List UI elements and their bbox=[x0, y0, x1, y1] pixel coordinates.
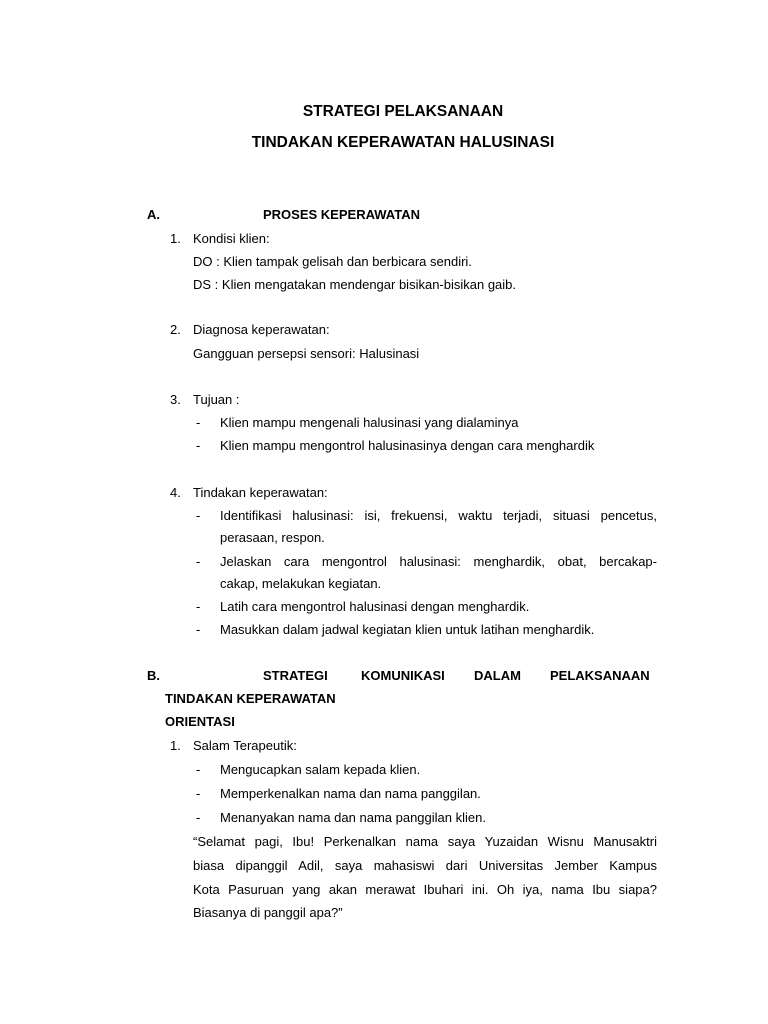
quote-line: Kota Pasuruan yang akan merawat Ibuhari ini. Oh iya, nama Ibu siapa? bbox=[193, 882, 657, 897]
bullet-text: Klien mampu mengontrol halusinasinya dengan cara menghardik bbox=[220, 438, 595, 453]
bullet-text-continued: perasaan, respon. bbox=[220, 530, 325, 545]
item-label-tindakan: Tindakan keperawatan: bbox=[193, 485, 328, 500]
list-number: 1. bbox=[170, 231, 181, 246]
bullet-dash: - bbox=[196, 810, 201, 825]
item-label-salam: Salam Terapeutik: bbox=[193, 738, 297, 753]
bullet-text: Menanyakan nama dan nama panggilan klien. bbox=[220, 810, 486, 825]
bullet-dash: - bbox=[196, 762, 201, 777]
bullet-text: Masukkan dalam jadwal kegiatan klien untuk latihan menghardik. bbox=[220, 622, 595, 637]
section-b-heading-word: DALAM bbox=[474, 668, 521, 683]
quote-line: “Selamat pagi, Ibu! Perkenalkan nama saya Yuzaidan Wisnu Manusaktri bbox=[193, 834, 657, 849]
section-a-heading: PROSES KEPERAWATAN bbox=[263, 207, 420, 222]
bullet-text: Identifikasi halusinasi: isi, frekuensi, waktu terjadi, situasi pencetus, bbox=[220, 508, 657, 523]
list-number: 4. bbox=[170, 485, 181, 500]
item-label-tujuan: Tujuan : bbox=[193, 392, 240, 407]
bullet-dash: - bbox=[196, 415, 201, 430]
section-b-heading-word: KOMUNIKASI bbox=[361, 668, 445, 683]
quote-line: biasa dipanggil Adil, saya mahasiswi dari Universitas Jember Kampus bbox=[193, 858, 657, 873]
bullet-text: Memperkenalkan nama dan nama panggilan. bbox=[220, 786, 481, 801]
bullet-text: Klien mampu mengenali halusinasi yang dialaminya bbox=[220, 415, 519, 430]
bullet-dash: - bbox=[196, 599, 201, 614]
item-label-diagnosa: Diagnosa keperawatan: bbox=[193, 322, 330, 337]
document-title-line-2: TINDAKAN KEPERAWATAN HALUSINASI bbox=[251, 134, 555, 151]
item-line-ds: DS : Klien mengatakan mendengar bisikan-bisikan gaib. bbox=[193, 277, 517, 292]
quote-line-last: Biasanya di panggil apa?” bbox=[193, 905, 343, 920]
list-number: 1. bbox=[170, 738, 181, 753]
section-a-letter: A. bbox=[147, 207, 160, 222]
document-title-line-1: STRATEGI PELAKSANAAN bbox=[302, 103, 504, 120]
bullet-dash: - bbox=[196, 622, 201, 637]
section-b-subheading: ORIENTASI bbox=[165, 714, 235, 729]
section-b-heading-line-2: TINDAKAN KEPERAWATAN bbox=[165, 691, 336, 706]
bullet-text: Latih cara mengontrol halusinasi dengan menghardik. bbox=[220, 599, 530, 614]
list-number: 3. bbox=[170, 392, 181, 407]
bullet-text-continued: cakap, melakukan kegiatan. bbox=[220, 576, 382, 591]
bullet-dash: - bbox=[196, 508, 201, 523]
item-label-kondisi: Kondisi klien: bbox=[193, 231, 270, 246]
bullet-dash: - bbox=[196, 786, 201, 801]
item-line-do: DO : Klien tampak gelisah dan berbicara sendiri. bbox=[193, 254, 472, 269]
bullet-text: Jelaskan cara mengontrol halusinasi: menghardik, obat, bercakap- bbox=[220, 554, 657, 569]
section-b-letter: B. bbox=[147, 668, 160, 683]
bullet-text: Mengucapkan salam kepada klien. bbox=[220, 762, 421, 777]
section-b-heading-word: STRATEGI bbox=[263, 668, 328, 683]
bullet-dash: - bbox=[196, 554, 201, 569]
bullet-dash: - bbox=[196, 438, 201, 453]
section-b-heading-word: PELAKSANAAN bbox=[550, 668, 650, 683]
item-line-diagnosa: Gangguan persepsi sensori: Halusinasi bbox=[193, 346, 420, 361]
list-number: 2. bbox=[170, 322, 181, 337]
